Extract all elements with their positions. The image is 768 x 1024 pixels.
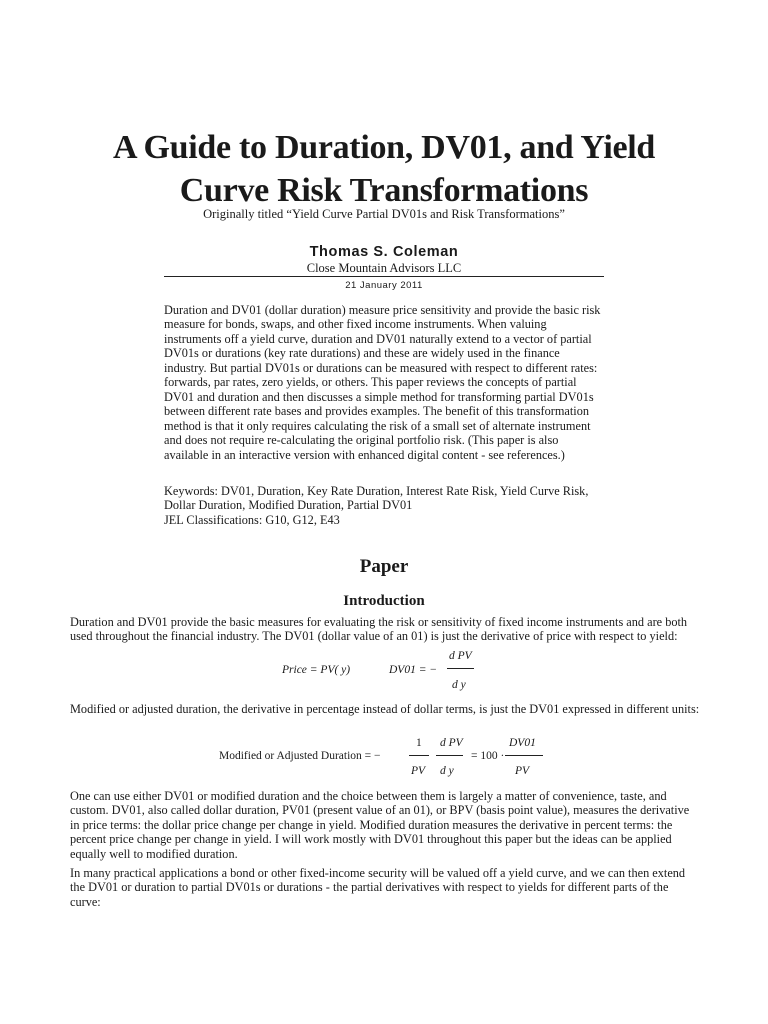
intro-paragraph-4: In many practical applications a bond or other fixed-income security will be valued off a yield curve, and we can then extend the DV01 or duration to partial DV01s or durations - the partial derivatives with respect to yields for different parts of the curve: [70, 866, 686, 909]
eq2-frac2-denominator: d y [440, 765, 454, 777]
eq2-frac1-numerator: 1 [416, 737, 422, 749]
eq2-equals-100: = 100 · [471, 750, 505, 762]
keywords: Keywords: DV01, Duration, Key Rate Duration, Interest Rate Risk, Yield Curve Risk, Dollar Duration, Modified Duration, Partial DV01 [164, 484, 589, 513]
subsection-heading-introduction: Introduction [343, 593, 425, 609]
author-affiliation: Close Mountain Advisors LLC [306, 261, 462, 275]
eq2-frac3-numerator: DV01 [509, 737, 536, 749]
eq2-frac2-numerator: d PV [440, 737, 463, 749]
title-divider [164, 276, 604, 277]
keywords-block [164, 484, 604, 527]
eq2-frac3-denominator: PV [515, 765, 530, 777]
eq2-frac1-denominator: PV [411, 765, 426, 777]
title-line-1: A Guide to Duration, DV01, and Yield [112, 129, 656, 166]
author-name: Thomas S. Coleman [309, 244, 459, 260]
eq2-fraction-bar-1 [409, 755, 429, 756]
intro-paragraph-1: Duration and DV01 provide the basic measures for evaluating the risk or sensitivity of fixed income instruments and are both used throughout the financial industry. The DV01 (dollar value of an 01) is just the derivative of price with respect to yield: [70, 615, 688, 644]
eq1-numerator: d PV [449, 650, 472, 662]
jel-classifications: JEL Classifications: G10, G12, E43 [164, 512, 340, 527]
eq1-fraction-bar [447, 668, 474, 669]
abstract: Duration and DV01 (dollar duration) measure price sensitivity and provide the basic risk measure for bonds, swaps, and other fixed income instruments. When valuing instruments off a yield curve, duration and DV01 naturally extend to a vector of partial DV01s or durations (key rate durations) and these are widely used in the finance industry. But partial DV01s or durations can be measured with respect to different rates: forwards, par rates, zero yields, or others. This paper reviews the concepts of partial DV01 and duration and then discusses a simple method for transforming partial DV01s between different rate bases and provides examples. The benefit of this transformation method is that it only requires calculating the risk of a small set of alternate instrument and does not require re-calculating the original portfolio risk. (This paper is also available in an interactive version with enhanced digital content - see references.) [164, 303, 601, 462]
eq1-price-lhs: Price = PV( y) [282, 664, 351, 676]
eq1-denominator: d y [452, 679, 466, 691]
intro-paragraph-2: Modified or adjusted duration, the derivative in percentage instead of dollar terms, is just the DV01 expressed in different units: [70, 702, 700, 716]
section-heading-paper: Paper [359, 556, 409, 577]
eq2-lhs: Modified or Adjusted Duration = − [219, 750, 381, 762]
title-line-2: Curve Risk Transformations [179, 172, 589, 209]
paper-date: 21 January 2011 [345, 280, 423, 291]
paper-subtitle: Originally titled “Yield Curve Partial DV01s and Risk Transformations” [203, 207, 565, 221]
eq1-dv01-lhs: DV01 = − [389, 664, 438, 676]
paper-title [60, 126, 708, 212]
eq2-fraction-bar-2 [436, 755, 463, 756]
eq2-fraction-bar-3 [505, 755, 543, 756]
intro-paragraph-3: One can use either DV01 or modified duration and the choice between them is largely a matter of convenience, taste, and custom. DV01, also called dollar duration, PV01 (present value of an 01), or BPV (basis point value), measures the derivative in price terms: the dollar price change per change in yield. Modified duration measures the derivative in percent terms: the percent price change per change in yield. I will work mostly with DV01 throughout this paper but the ideas can be applied equally well to modified duration. [70, 789, 690, 861]
